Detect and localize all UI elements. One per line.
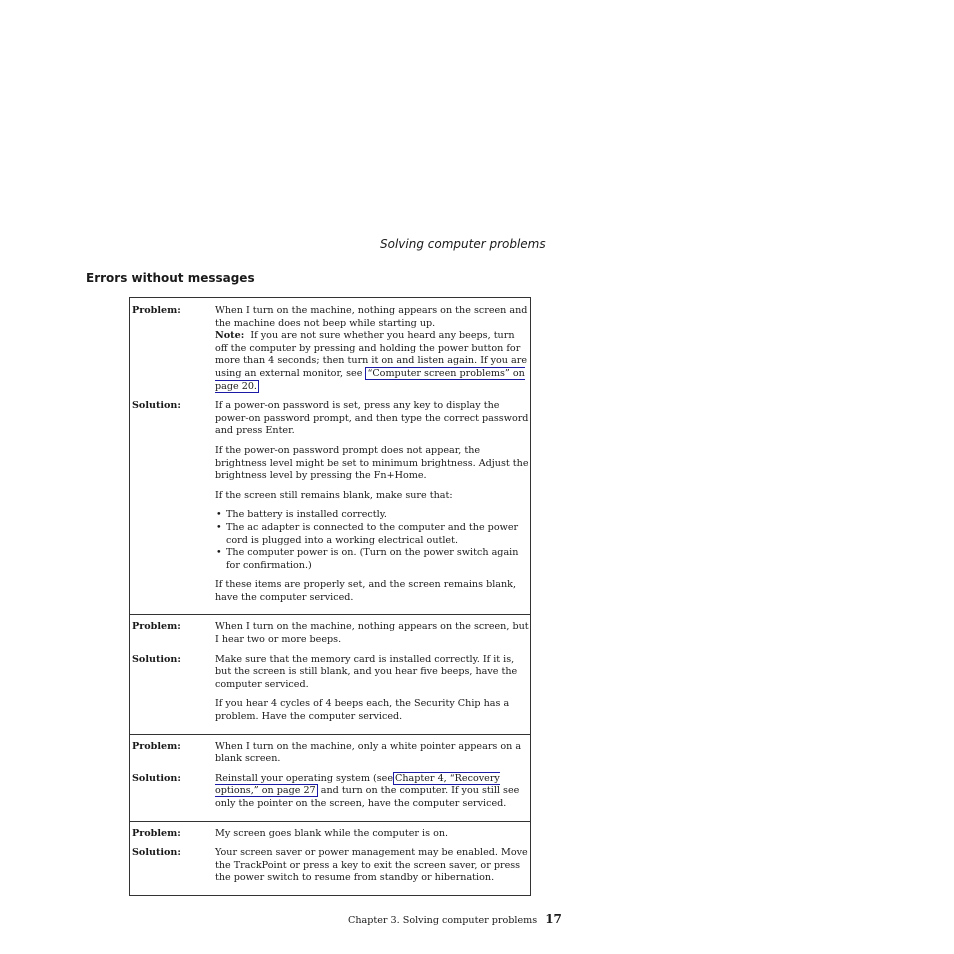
solution-row <box>130 847 530 885</box>
list-item: • The computer power is on. (Turn on the power switch again for confirmation.) <box>215 547 530 572</box>
solution-paragraph: If you hear 4 cycles of 4 beeps each, the Security Chip has a problem. Have the computer serviced. <box>215 698 510 723</box>
solution-label: Solution: <box>132 400 181 412</box>
solution-paragraph: If the power-on password prompt does not appear, the brightness level might be set to minimum brightness. Adjust the brightness level by pressing the Fn+Home. <box>215 444 529 482</box>
solution-text-after: and turn on the computer. If you still see only the pointer on the screen, have the computer serviced. <box>215 785 520 809</box>
note-text: If you are not sure whether you heard any beeps, turn off the computer by pressing and holding the power button for more than 4 seconds; then turn it on and listen again. If you are using an external monitor, see <box>215 330 527 379</box>
solution-label: Solution: <box>132 847 181 859</box>
solution-label: Solution: <box>132 772 181 784</box>
solution-label: Solution: <box>132 653 181 665</box>
problem-group-1 <box>130 298 530 614</box>
checklist-intro: If the screen still remains blank, make sure that: <box>215 489 453 501</box>
problem-label: Problem: <box>132 621 181 633</box>
solution-text <box>215 400 530 604</box>
list-item: • The ac adapter is connected to the computer and the power cord is plugged into a working electrical outlet. <box>215 522 530 547</box>
solution-row <box>130 400 530 604</box>
problem-label: Problem: <box>132 305 181 316</box>
solution-paragraph: Your screen saver or power management may be enabled. Move the TrackPoint or press a key to exit the screen saver, or press the power switch to resume from standby or hibernation. <box>215 847 528 884</box>
problem-description: When I turn on the machine, only a white pointer appears on a blank screen. <box>215 740 522 765</box>
note <box>215 330 530 393</box>
problem-description: When I turn on the machine, nothing appears on the screen, but I hear two or more beeps. <box>215 621 529 646</box>
problem-row <box>130 741 530 766</box>
problem-group-4 <box>130 821 530 895</box>
problem-group-3 <box>130 734 530 821</box>
problem-group-2 <box>130 614 530 733</box>
solution-text-before: Reinstall your operating system (see <box>215 772 394 784</box>
solution-text <box>215 654 530 724</box>
problem-description: My screen goes blank while the computer is on. <box>215 827 449 839</box>
page-footer <box>348 912 562 926</box>
solution-paragraph: If a power-on password is set, press any key to display the power-on password prompt, and then type the correct password and press Enter. <box>215 400 529 437</box>
problem-solution-table <box>129 297 531 896</box>
solution-row <box>130 773 530 811</box>
note-label: Note: <box>215 330 245 342</box>
list-item: • The battery is installed correctly. <box>215 509 530 522</box>
problem-label: Problem: <box>132 740 181 752</box>
running-head: Solving computer problems <box>380 237 546 251</box>
problem-row <box>130 828 530 841</box>
problem-row <box>130 305 530 393</box>
solution-row <box>130 654 530 724</box>
problem-label: Problem: <box>132 827 181 839</box>
problem-row <box>130 621 530 646</box>
section-title: Errors without messages <box>86 271 255 285</box>
footer-chapter: Chapter 3. Solving computer problems <box>348 915 538 926</box>
solution-text <box>215 773 530 811</box>
cross-reference-link[interactable]: Chapter 4, “Recovery options,” on page 27 <box>215 772 500 797</box>
problem-text <box>215 305 530 393</box>
cross-reference-link[interactable]: “Computer screen problems” on page 20. <box>215 367 525 392</box>
checklist <box>215 509 530 572</box>
solution-paragraph: If these items are properly set, and the screen remains blank, have the computer serviced. <box>215 579 517 603</box>
solution-paragraph: Make sure that the memory card is installed correctly. If it is, but the screen is still blank, and you hear five beeps, have the computer serviced. <box>215 653 518 690</box>
solution-paragraph <box>215 490 530 503</box>
page-number: 17 <box>545 912 562 926</box>
problem-description: When I turn on the machine, nothing appears on the screen and the machine does not beep while starting up. <box>215 305 528 329</box>
